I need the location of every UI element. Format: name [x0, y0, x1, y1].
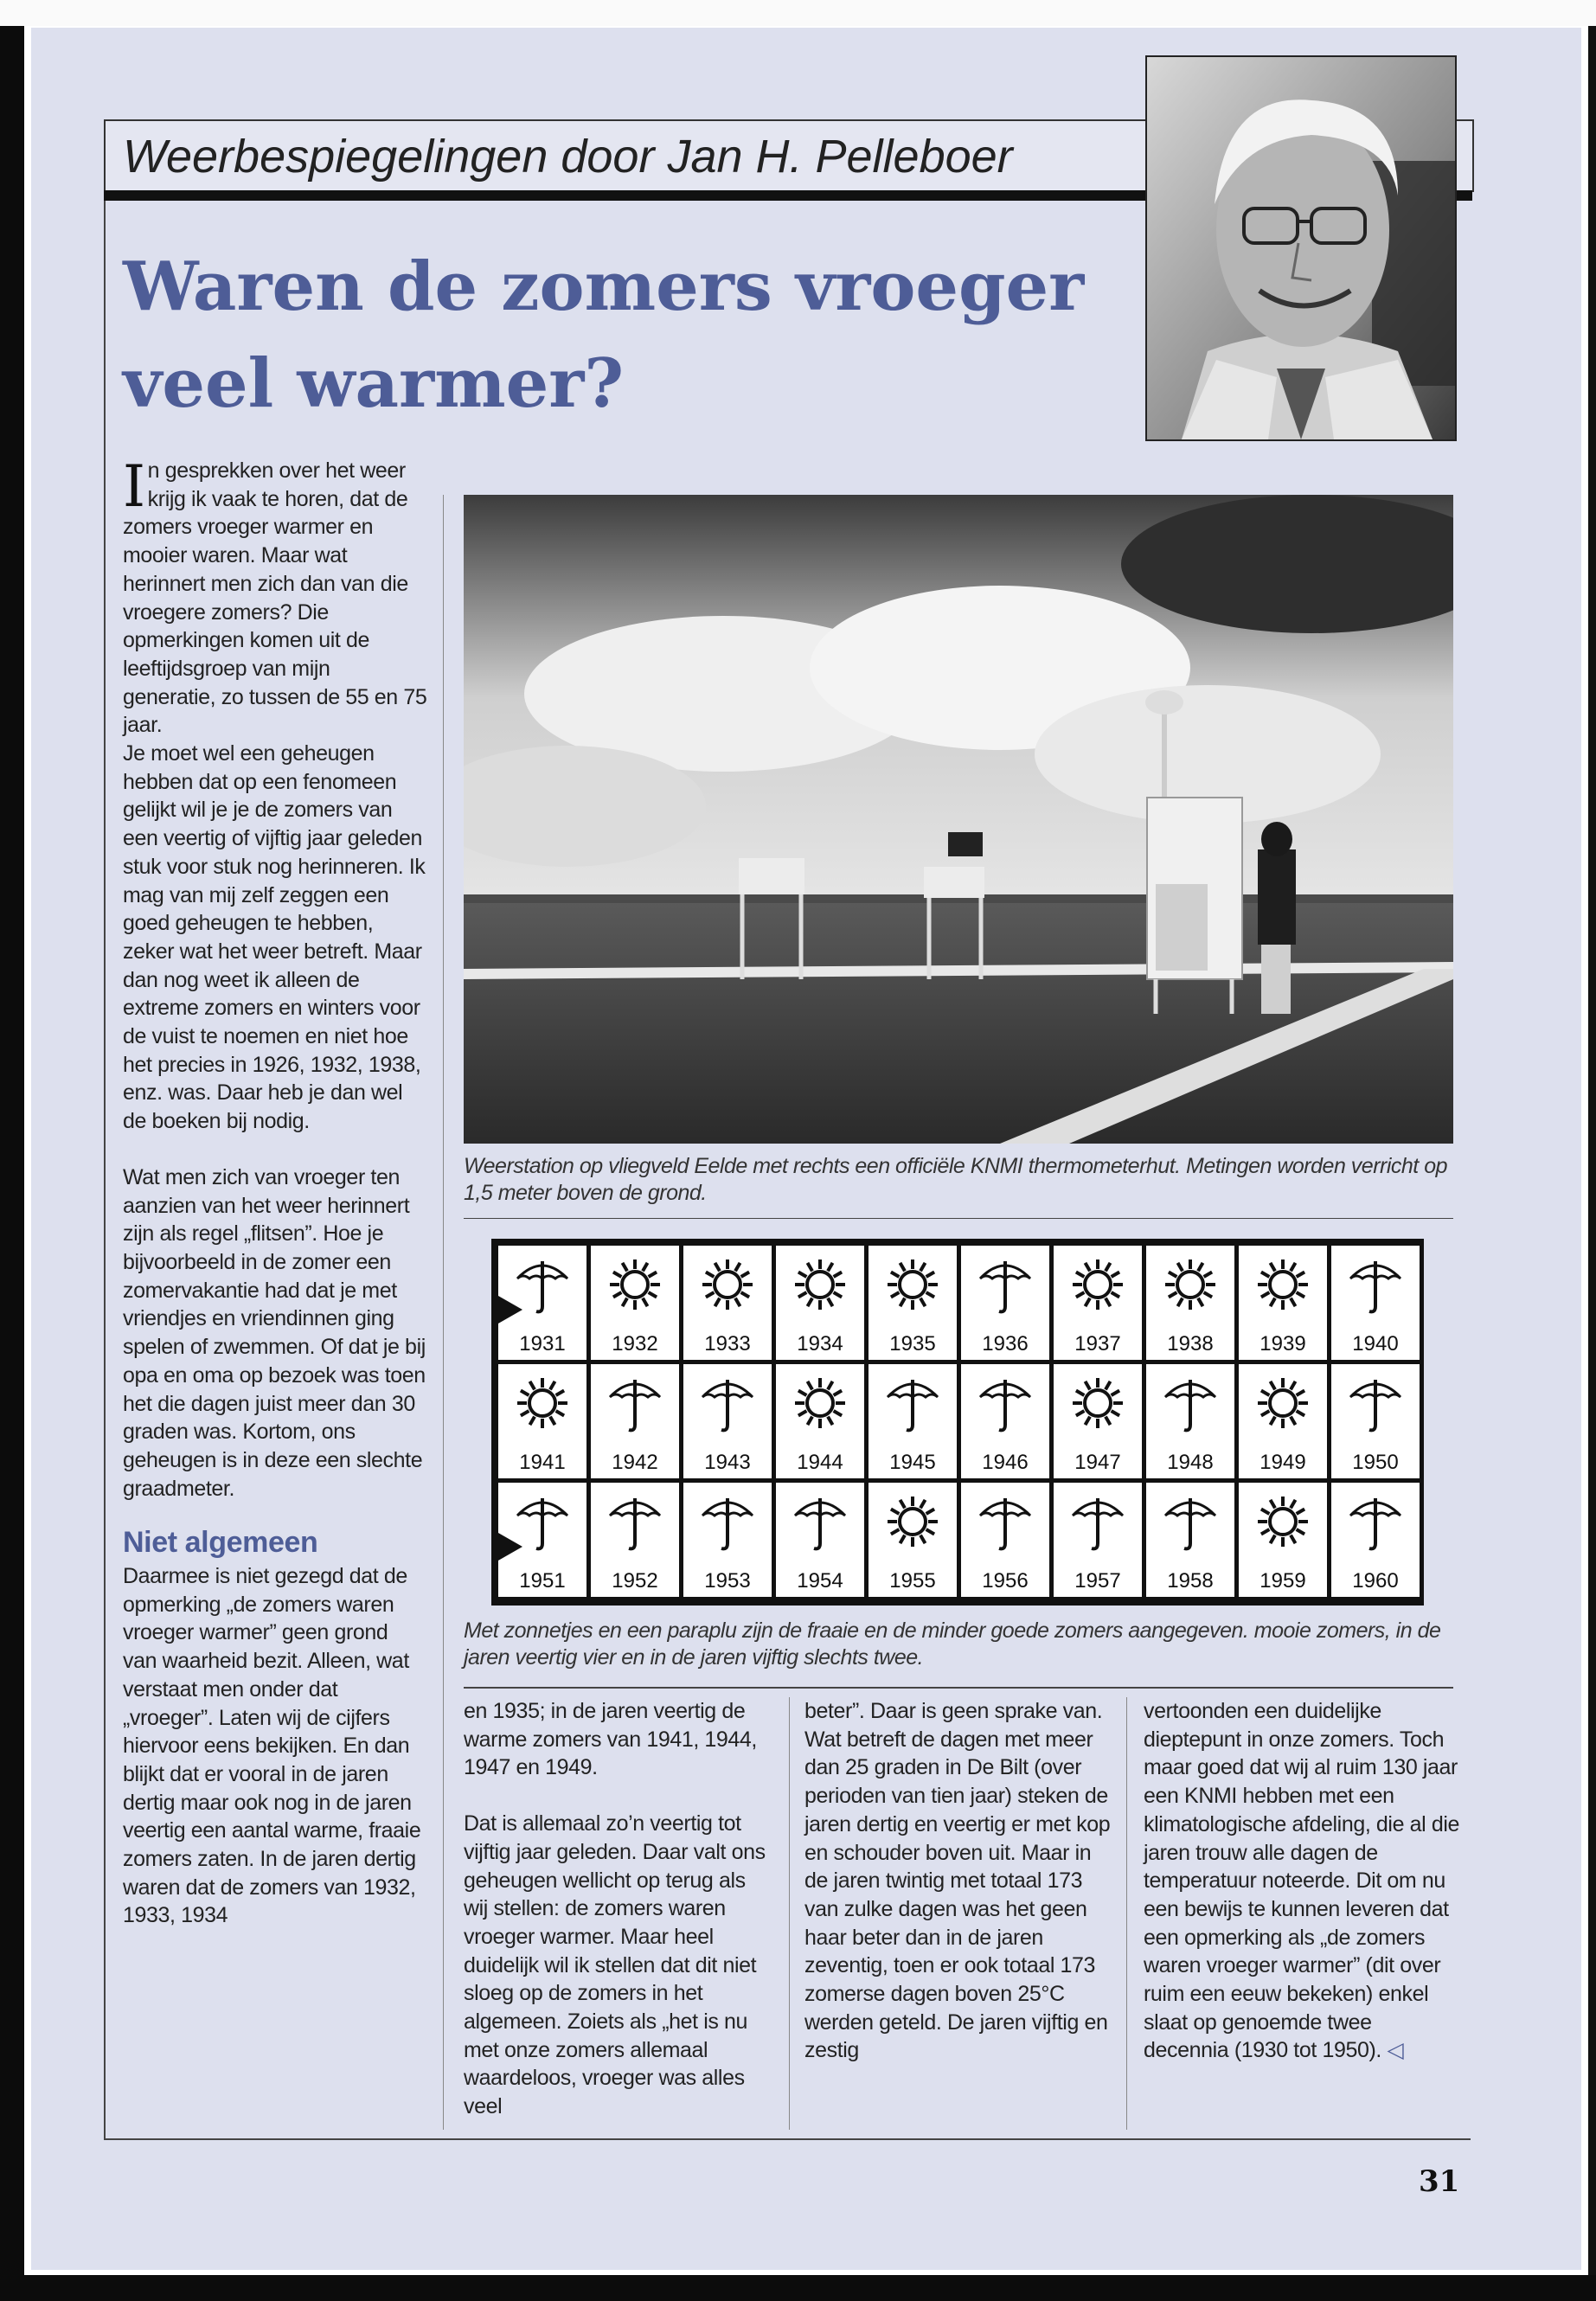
grid-year-label: 1946 [982, 1451, 1029, 1474]
grid-cell-1940 [1331, 1246, 1420, 1360]
umbrella-icon [792, 1491, 849, 1552]
grid-cell-1959 [1239, 1483, 1327, 1597]
sun-icon [1254, 1254, 1311, 1315]
grid-cell-1957 [1054, 1483, 1142, 1597]
umbrella-icon [699, 1491, 756, 1552]
sun-icon [514, 1373, 571, 1433]
grid-year-label: 1932 [612, 1332, 658, 1356]
sun-icon [1162, 1254, 1219, 1315]
article-column-2 [464, 1697, 775, 2121]
grid-cell-1952 [591, 1483, 679, 1597]
author-portrait [1145, 55, 1457, 441]
grid-year-label: 1949 [1259, 1451, 1306, 1474]
grid-year-label: 1947 [1074, 1451, 1121, 1474]
grid-cell-1944 [776, 1364, 864, 1478]
headline: Waren de zomers vroeger veel warmer? [123, 247, 1085, 423]
column-divider-2 [789, 1697, 790, 2130]
grid-year-label: 1931 [519, 1332, 566, 1356]
weather-station-photo [464, 495, 1453, 1144]
grid-cell-1950 [1331, 1364, 1420, 1478]
grid-cell-1932 [591, 1246, 679, 1360]
grid-rule [464, 1687, 1453, 1689]
column-kicker: Weerbespiegelingen door Jan H. Pelleboer [123, 131, 1013, 183]
row-arrow-marker [498, 1296, 522, 1324]
grid-year-label: 1944 [797, 1451, 843, 1474]
grid-year-label: 1956 [982, 1569, 1029, 1593]
grid-year-label: 1954 [797, 1569, 843, 1593]
umbrella-icon [977, 1373, 1034, 1433]
column-divider-1 [443, 495, 444, 2130]
umbrella-icon [699, 1373, 756, 1433]
umbrella-icon [606, 1373, 663, 1433]
umbrella-icon [977, 1254, 1034, 1315]
grid-cell-1955 [869, 1483, 957, 1597]
umbrella-icon [606, 1491, 663, 1552]
grid-year-label: 1933 [704, 1332, 751, 1356]
frame-left-rule [104, 201, 106, 2138]
scan-top-margin [0, 0, 1596, 26]
grid-year-label: 1960 [1352, 1569, 1399, 1593]
grid-cell-1937 [1054, 1246, 1142, 1360]
article-column-4 [1144, 1697, 1462, 2065]
grid-year-label: 1957 [1074, 1569, 1121, 1593]
end-mark: ◁ [1387, 2038, 1404, 2063]
grid-year-label: 1941 [519, 1451, 566, 1474]
article-column-1 [123, 453, 427, 1930]
sun-icon [792, 1254, 849, 1315]
column-2-paragraph-2: Dat is allemaal zo’n veertig tot vijftig jaar geleden. Daar valt ons geheugen wellicht op terug als wij stellen: de zomers waren vroeger warmer. Maar heel duidelijk wil ik stellen dat dit niet sloeg op de zomers in het algemeen. Zoiets als „het is nu met onze zomers allemaal waardeloos, vroeger was alles veel [464, 1811, 766, 2119]
grid-cell-1958 [1146, 1483, 1234, 1597]
grid-cell-1954 [776, 1483, 864, 1597]
umbrella-icon [977, 1491, 1034, 1552]
grid-year-label: 1951 [519, 1569, 566, 1593]
page-number: 31 [1419, 2164, 1460, 2199]
grid-cell-1945 [869, 1364, 957, 1478]
scan-bottom-edge [0, 2275, 1596, 2301]
drop-cap: I [123, 453, 145, 520]
grid-year-label: 1940 [1352, 1332, 1399, 1356]
grid-year-label: 1952 [612, 1569, 658, 1593]
article-column-3 [804, 1697, 1116, 2065]
umbrella-icon [1162, 1491, 1219, 1552]
column-2-paragraph-1: en 1935; in de jaren veertig de warme zomers van 1941, 1944, 1947 en 1949. [464, 1699, 757, 1780]
column-4-paragraph: vertoonden een duidelijke dieptepunt in onze zomers. Toch maar goed dat wij al ruim 130 jaar een KNMI hebben met een klimatologische afdeling, die al die jaren trouw alle dagen de temperatuur noteerde. Dit om nu een bewijs te kunnen leveren dat een opmerking als „de zomers waren vroeger warmer” (dit over ruim een eeuw bekeken) enkel slaat op genoemde twee decennia (1930 tot 1950). [1144, 1699, 1459, 2063]
grid-cell-1934 [776, 1246, 864, 1360]
grid-year-label: 1934 [797, 1332, 843, 1356]
grid-year-label: 1948 [1167, 1451, 1214, 1474]
grid-cell-1947 [1054, 1364, 1142, 1478]
grid-year-label: 1936 [982, 1332, 1029, 1356]
grid-cell-1935 [869, 1246, 957, 1360]
caption-rule [464, 1218, 1453, 1219]
umbrella-icon [1347, 1254, 1404, 1315]
grid-year-label: 1942 [612, 1451, 658, 1474]
sun-icon [884, 1254, 941, 1315]
column-divider-3 [1126, 1697, 1127, 2130]
sun-icon [884, 1491, 941, 1552]
grid-cell-1942 [591, 1364, 679, 1478]
grid-year-label: 1939 [1259, 1332, 1306, 1356]
umbrella-icon [1162, 1373, 1219, 1433]
sun-icon [1254, 1373, 1311, 1433]
sun-icon [792, 1373, 849, 1433]
grid-year-label: 1935 [889, 1332, 936, 1356]
grid-cell-1933 [683, 1246, 772, 1360]
intro-paragraph: n gesprekken over het weer krijg ik vaak te horen, dat de zomers vroeger warmer en mooier waren. Maar wat herinnert men zich dan van die vroegere zomers? Die opmerkingen komen uit de leeftijdsgroep van mijn generatie, zo tussen de 55 en 75 jaar. [123, 458, 427, 738]
grid-year-label: 1955 [889, 1569, 936, 1593]
grid-cell-1960 [1331, 1483, 1420, 1597]
grid-year-label: 1959 [1259, 1569, 1306, 1593]
scan-left-edge [0, 26, 24, 2275]
grid-cell-1939 [1239, 1246, 1327, 1360]
grid-year-label: 1943 [704, 1451, 751, 1474]
grid-cell-1936 [961, 1246, 1049, 1360]
column-3-paragraph: beter”. Daar is geen sprake van. Wat betreft de dagen met meer dan 25 graden in De Bilt (over perioden van tien jaar) steken de jaren dertig en veertig er met kop en schouder boven uit. Maar in de jaren twintig met totaal 173 van zulke dagen was het geen haar beter dan in de jaren zeventig, toen er ook totaal 173 zomerse dagen boven 25°C werden geteld. De jaren vijftig en zestig [804, 1699, 1111, 2063]
sun-icon [606, 1254, 663, 1315]
grid-year-label: 1938 [1167, 1332, 1214, 1356]
grid-cell-1948 [1146, 1364, 1234, 1478]
sun-icon [1069, 1373, 1126, 1433]
grid-year-label: 1958 [1167, 1569, 1214, 1593]
subhead-niet-algemeen: Niet algemeen [123, 1526, 318, 1560]
sun-icon [699, 1254, 756, 1315]
grid-year-label: 1950 [1352, 1451, 1399, 1474]
grid-caption: Met zonnetjes en een paraplu zijn de fraaie en de minder goede zomers aangegeven. mooie zomers, in de jaren veertig vier en in de jaren vijftig slechts twee. [464, 1618, 1441, 1670]
grid-cell-1938 [1146, 1246, 1234, 1360]
grid-cell-1953 [683, 1483, 772, 1597]
grid-year-label: 1953 [704, 1569, 751, 1593]
umbrella-icon [884, 1373, 941, 1433]
paragraph-4: Daarmee is niet gezegd dat de opmerking „de zomers waren vroeger warmer” geen grond van waarheid bezit. Alleen, wat verstaat men onder dat „vroeger”. Laten wij de cijfers hiervoor eens bekijken. En dan blijkt dat er vooral in de jaren dertig maar ook nog in de jaren veertig een aantal warme, fraaie zomers zaten. In de jaren dertig waren dat de zomers van 1932, 1933, 1934 [123, 1564, 421, 1928]
row-arrow-marker [498, 1533, 522, 1561]
sun-icon [1069, 1254, 1126, 1315]
paragraph-3: Wat men zich van vroeger ten aanzien van het weer herinnert zijn als regel „flitsen”. Hoe je bijvoorbeeld in de zomer een zomervakantie had dat je met vriendjes en vriendinnen ging spelen of zwemmen. Of dat je bij opa en oma op bezoek was toen het die dagen juist meer dan 30 graden was. Kortom, ons geheugen is in deze een slechte graadmeter. [123, 1164, 426, 1501]
frame-bottom-rule [104, 2138, 1471, 2140]
umbrella-icon [1347, 1373, 1404, 1433]
scan-right-edge [1588, 26, 1596, 2275]
grid-year-label: 1937 [1074, 1332, 1121, 1356]
umbrella-icon [1347, 1491, 1404, 1552]
grid-cell-1941 [498, 1364, 586, 1478]
grid-cell-1946 [961, 1364, 1049, 1478]
grid-cell-1943 [683, 1364, 772, 1478]
photo-caption: Weerstation op vliegveld Eelde met rechts een officiële KNMI thermometerhut. Metingen worden verricht op 1,5 meter boven de grond. [464, 1154, 1448, 1205]
paragraph-2: Je moet wel een geheugen hebben dat op een fenomeen gelijkt wil je je de zomers van een veertig of vijftig jaar geleden stuk voor stuk nog herinneren. Ik mag van mij zelf zeggen een goed geheugen te hebben, zeker wat het weer betreft. Maar dan nog weet ik alleen de extreme zomers en winters voor de vuist te noemen en niet hoe het precies in 1926, 1932, 1938, enz. was. Daar heb je dan wel de boeken bij nodig. [123, 741, 426, 1134]
umbrella-icon [1069, 1491, 1126, 1552]
grid-cell-1949 [1239, 1364, 1327, 1478]
grid-year-label: 1945 [889, 1451, 936, 1474]
sun-icon [1254, 1491, 1311, 1552]
summer-grid [491, 1239, 1424, 1606]
grid-cell-1956 [961, 1483, 1049, 1597]
